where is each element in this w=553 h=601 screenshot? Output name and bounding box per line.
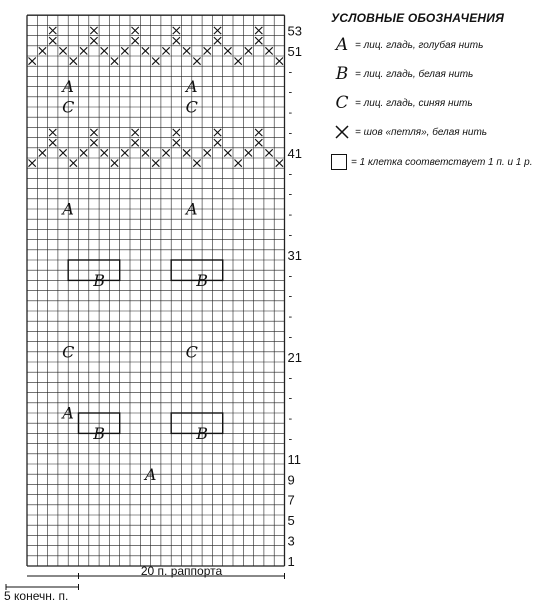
legend-symbol-c: C [335,93,349,113]
cross-mark [193,160,200,167]
cross-mark [80,47,87,54]
cross-mark [162,47,169,54]
cross-mark [49,37,56,44]
cross-mark [152,160,159,167]
color-letter-c: C [185,342,198,362]
cross-mark [183,149,190,156]
row-number: 1 [287,553,295,569]
color-letter-a: A [62,199,74,219]
cross-mark [173,37,180,44]
row-numbers [288,24,302,569]
cross-mark [121,47,128,54]
cross-mark [276,58,283,65]
cross-mark [204,47,211,54]
legend-title: УСЛОВНЫЕ ОБОЗНАЧЕНИЯ [331,11,505,25]
color-letter-b: B [93,271,105,291]
cross-mark [49,129,56,136]
row-number: 31 [287,247,302,263]
row-dash: - [288,209,293,222]
cross-mark [111,58,118,65]
row-number: 3 [287,533,295,549]
legend-item-b [331,64,473,84]
cross-mark [214,27,221,34]
cross-mark [142,47,149,54]
color-letter-b: B [196,271,208,291]
cross-mark [59,149,66,156]
cross-mark [142,149,149,156]
legend-text-c: = лиц. гладь, синяя нить [355,97,473,109]
cross-mark [70,160,77,167]
row-dash: - [288,433,293,446]
cross-mark [255,129,262,136]
edge-label: 5 конечн. п. [4,589,69,601]
cross-mark [204,149,211,156]
cross-mark [90,139,97,146]
row-dash: - [288,331,293,344]
repeat-brackets [4,564,285,601]
row-dash: - [288,66,293,79]
row-dash: - [288,168,293,181]
repeat-label: 20 п. раппорта [140,564,223,578]
legend-item-a [331,35,483,55]
color-letter-a: A [186,77,198,97]
cross-mark [101,47,108,54]
cross-mark [59,47,66,54]
cross-mark [90,37,97,44]
cross-mark [193,58,200,65]
cross-mark [173,129,180,136]
row-dash: - [288,311,293,324]
cross-mark [132,27,139,34]
row-dash: - [288,229,293,242]
row-dash: - [288,127,293,140]
cross-mark [276,160,283,167]
color-letter-a: A [144,464,157,484]
color-letter-a: A [186,199,198,219]
color-letter-c: C [185,97,198,117]
cross-mark [235,160,242,167]
cross-mark [49,27,56,34]
cross-mark [132,37,139,44]
row-number: 51 [287,43,302,59]
cross-mark [121,149,128,156]
color-letter-c: C [62,97,75,117]
row-number: 7 [287,492,295,508]
row-dash: - [288,372,293,385]
row-dash: - [288,107,293,120]
grid-cell-icon [331,154,347,170]
row-number: 9 [287,472,295,488]
legend-text-cell: = 1 клетка соответствует 1 п. и 1 р. [351,156,533,168]
legend-symbol-a: A [335,35,349,55]
legend-text-cross: = шов «петля», белая нить [355,126,488,138]
color-letter-a: A [62,403,74,423]
row-number: 21 [287,349,302,365]
row-dash: - [288,290,293,303]
cross-mark [162,149,169,156]
color-letter-a: A [62,77,74,97]
legend-symbol-b: B [335,64,349,84]
cross-mark [39,47,46,54]
row-number: 53 [287,23,302,39]
legend-item-cross [331,122,487,142]
color-letter-b: B [93,424,105,444]
cross-mark [224,149,231,156]
cross-mark [235,58,242,65]
cross-mark [132,139,139,146]
cross-mark [39,149,46,156]
cross-mark [265,47,272,54]
cross-mark [29,160,36,167]
row-dash: - [288,270,293,283]
legend-item-cell [331,152,532,172]
cross-mark [49,139,56,146]
legend-text-b: = лиц. гладь, белая нить [355,68,474,80]
cross-mark [245,47,252,54]
legend-text-a: = лиц. гладь, голубая нить [355,39,484,51]
cross-mark [214,129,221,136]
cross-mark [255,27,262,34]
cross-mark [265,149,272,156]
cross-mark [224,47,231,54]
cross-mark [255,37,262,44]
cross-mark [173,139,180,146]
cross-mark [29,58,36,65]
cross-mark [90,129,97,136]
cross-mark [214,139,221,146]
cross-mark [111,160,118,167]
cross-mark [152,58,159,65]
row-dash: - [288,86,293,99]
cross-mark [80,149,87,156]
cross-mark [90,27,97,34]
cross-mark [214,37,221,44]
row-dash: - [288,392,293,405]
cross-mark [101,149,108,156]
row-number: 5 [287,513,295,529]
row-dash: - [288,188,293,201]
color-letter-c: C [62,342,75,362]
row-number: 11 [287,451,301,467]
row-number: 41 [287,145,302,161]
cross-mark [183,47,190,54]
cross-icon [331,122,353,142]
cross-mark [173,27,180,34]
row-dash: - [288,413,293,426]
cross-mark [132,129,139,136]
cross-mark [245,149,252,156]
legend-item-c [331,93,473,113]
cross-mark [70,58,77,65]
color-letter-b: B [196,424,208,444]
cross-mark [255,139,262,146]
